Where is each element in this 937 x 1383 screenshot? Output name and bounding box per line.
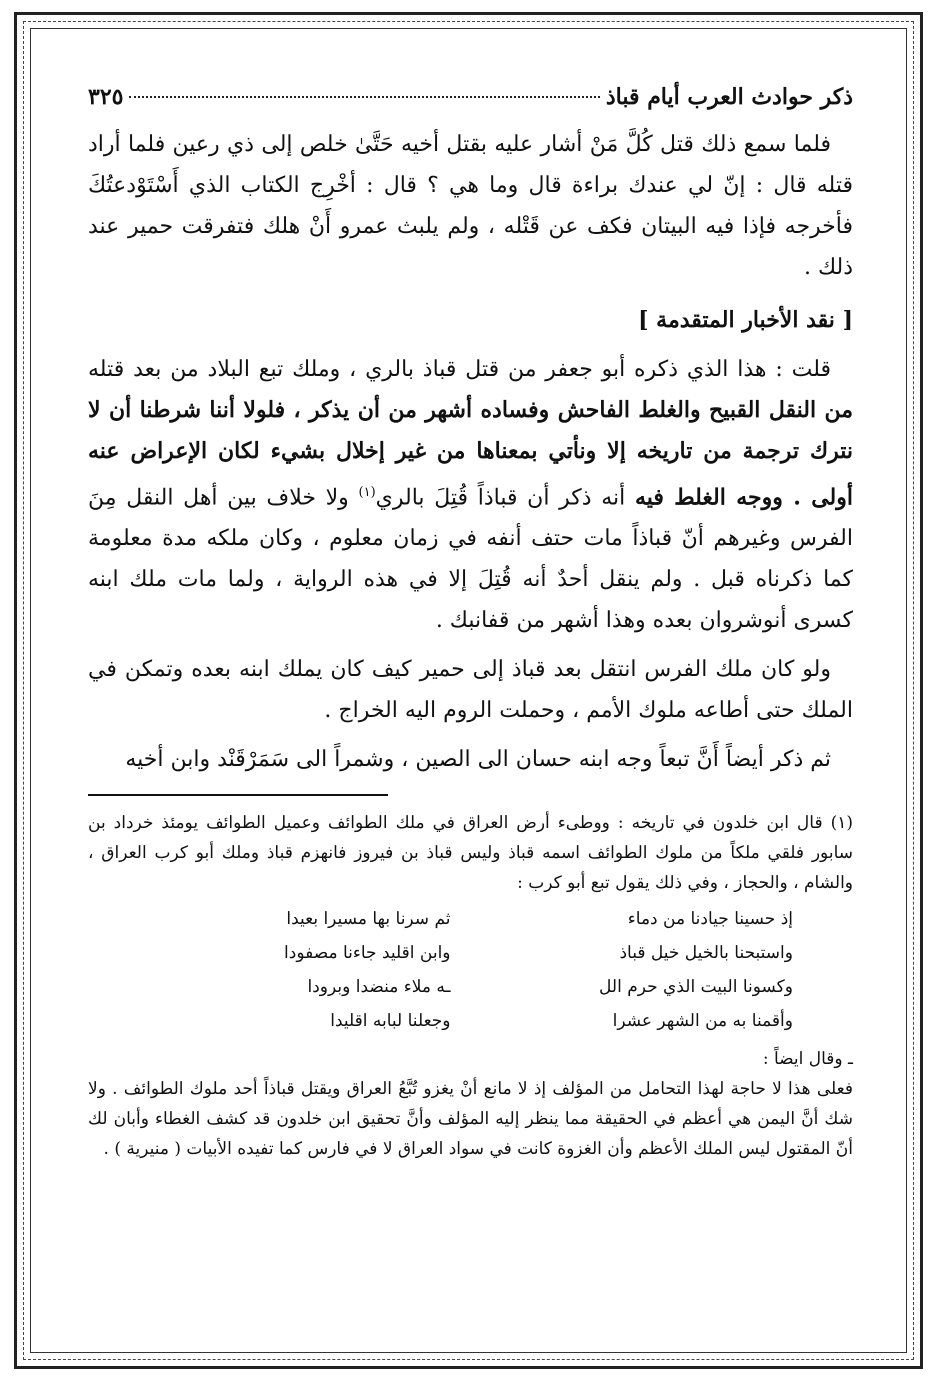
verse-4-first: وأقمنا به من الشهر عشرا: [612, 1011, 793, 1032]
critique-part-3: ولا خلاف بين أهل النقل مِنَ الفرس وغيرهم أنّ قباذاً مات حتف أنفه في زمان معلوم ، وكان ملكه مدة معلومة كما ذكرناه قبل . ولم ينقل أحدٌ أنه قُتِلَ إلا في هذه الرواية ، ولما مات ملك ابنه كسرى أنوشروان بعده وهذا أشهر من قفانبك .: [88, 485, 853, 634]
verse-2-second: وابن اقليد جاءنا مصفودا: [284, 943, 451, 964]
footnote-comment: فعلى هذا لا حاجة لهذا التحامل من المؤلف إذ لا مانع أنْ يغزو تُبَّعُ العراق ويقتل قباذاً أحد ملوك الطوائف . ولا شك أنَّ اليمن هي أعظم في الحقيقة مما ينظر إليه المؤلف وأنَّ تحقيق ابن خلدون قد كشف الغطاء وأبان لك أنّ المقتول ليس الملك الأعظم وأن الغزوة كانت في سواد العراق لا في فارس كما تفيده الأبيات ( منيرية ) .: [88, 1079, 853, 1160]
paragraph-3: ثم ذكر أيضاً أَنَّ تبعاً وجه ابنه حسان الى الصين ، وشمراً الى سَمَرْقَنْد وابن أخيه: [125, 747, 831, 773]
footnote-also: ـ وقال ايضاً :: [762, 1049, 853, 1070]
paragraph-critique: [88, 349, 853, 641]
section-heading: [ نقد الأخبار المتقدمة ]: [638, 307, 853, 333]
footnote: [88, 808, 853, 1164]
paragraph-1: فلما سمع ذلك قتل كُلَّ مَنْ أشار عليه بقتل أخيه حَتَّىٰ خلص إلى ذي رعين فلما أراد قتله قال : إنّ لي عندك براءة قال وما هي ؟ قال : أخْرِج الكتاب الذي أَسْتَوْدعتُكَ فأخرجه فإذا فيه البيتان فكف عن قَتْله ، ولم يلبث عمرو أَنْ هلك فتفرقت حمير عند ذلك .: [88, 132, 854, 280]
footnote-ref[interactable]: (١): [358, 485, 376, 500]
header-title: ذكر حوادث العرب أيام قباذ: [605, 84, 853, 110]
verse-2-first: واستبحنا بالخيل خيل قباذ: [619, 943, 793, 964]
verse-4-second: وجعلنا لبابه اقليدا: [330, 1011, 451, 1032]
page-content: [88, 84, 853, 1164]
poem-verses: [148, 902, 793, 1038]
page-number: ٣٢٥: [88, 84, 124, 110]
footnote-text: (١) قال ابن خلدون في تاريخه : ووطىء أرض العراق في ملك الطوائف وعميل الطوائف يومئذ خرداد بن سابور فلقي ملكاً من ملوك الطوائف اسمه قباذ وليس قباذ بن فيروز فانهزم قباذ وملك أبو كرب العراق ، والشام ، والحجاز ، وفي ذلك يقول تبع أبو كرب :: [88, 813, 853, 894]
running-header: [88, 84, 853, 124]
critique-part-2: أنه ذكر أن قباذاً قُتِلَ بالري: [375, 485, 635, 511]
main-text: [88, 124, 853, 780]
verse-3-first: وكسونا البيت الذي حرم الل: [599, 977, 793, 998]
verse-1-second: ثم سرنا بها مسيرا بعيدا: [286, 909, 451, 930]
critique-part-1: قلت : هذا الذي ذكره أبو جعفر من قتل قباذ بالري ، وملك تبع البلاد من بعد قتله: [88, 357, 831, 382]
critique-bold: من النقل القبيح والغلط الفاحش وفساده أشهر من أن يذكر ، فلولا أننا شرطنا أن لا نترك ترجمة من تاريخه إلا ونأتي بمعناها من غير إخلال بشيء لكان الإعراض عنه أولى . ووجه الغلط فيه: [88, 397, 853, 511]
verse-1-first: إذ حسينا جيادنا من دماء: [627, 909, 793, 930]
paragraph-2: ولو كان ملك الفرس انتقل بعد قباذ إلى حمير كيف كان يملك ابنه بعده وتمكن في الملك حتى أطاعه ملوك الأمم ، وحملت الروم اليه الخراج .: [88, 657, 853, 724]
header-dot-leader: [129, 96, 599, 98]
footnote-separator: [88, 794, 388, 796]
verse-3-second: ـه ملاء منضدا وبرودا: [307, 977, 451, 998]
